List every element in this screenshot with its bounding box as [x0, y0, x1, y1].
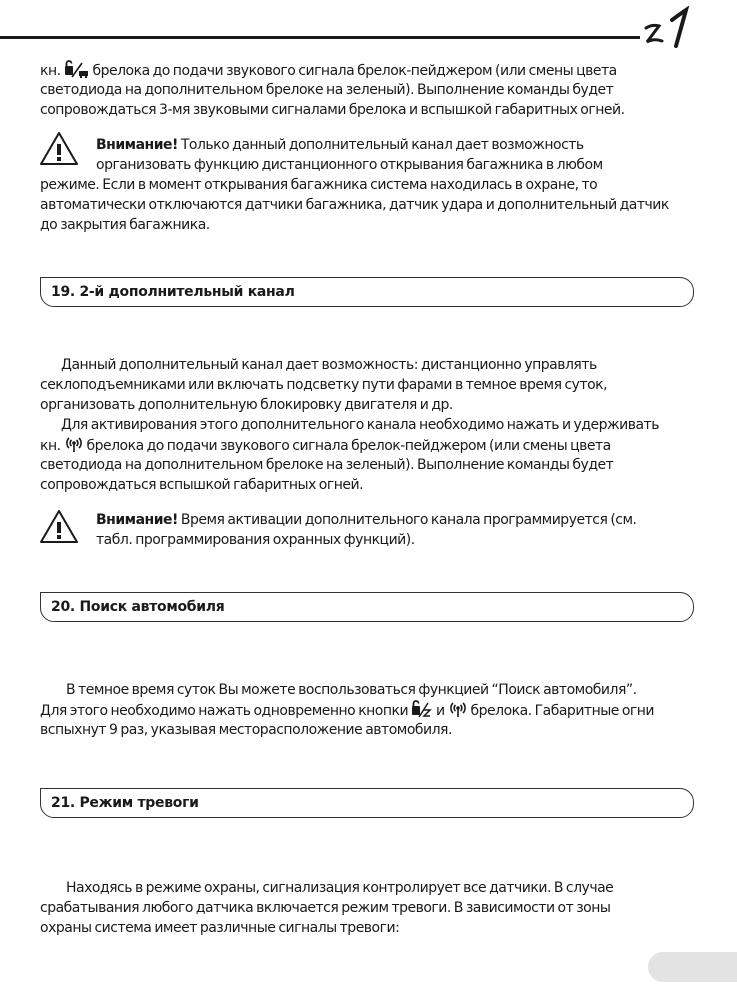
- section-19-line-1: Данный дополнительный канал дает возможность: дистанционно управлять: [61, 357, 597, 373]
- brand-logo: [642, 6, 702, 50]
- warning-2-title: Внимание!: [96, 512, 178, 528]
- warning-1-line-2: организовать функцию дистанционного открывания багажника в любом: [96, 157, 603, 173]
- warning-2-line-2: табл. программирования охранных функций).: [96, 532, 415, 548]
- section-19-line-5: кн. брелока до подачи звукового сигнала брелок-пейджером (или смены цвета: [40, 435, 659, 455]
- lock-trunk-icon: [64, 60, 90, 78]
- section-20-line-1: В темное время суток Вы можете воспользоваться функцией “Поиск автомобиля”.: [66, 682, 637, 698]
- header-rule: [0, 36, 640, 39]
- section-20-heading: 20. Поиск автомобиля: [40, 592, 694, 622]
- section-19-line-7: сопровождаться вспышкой габаритных огней.: [40, 477, 364, 493]
- section-21-line-3: охраны система имеет различные сигналы тревоги:: [40, 920, 400, 936]
- section-19-line-4: Для активирования этого дополнительного канала необходимо нажать и удерживать: [61, 417, 659, 433]
- section-20-line-2: Для этого необходимо нажать одновременно кнопки и брелока. Габаритные огни: [40, 700, 654, 720]
- lock-zz-icon: [411, 700, 433, 718]
- section-21-heading: 21. Режим тревоги: [40, 788, 694, 818]
- warning-1-line-4: автоматически отключаются датчики багажника, датчик удара и дополнительный датчик: [40, 197, 669, 213]
- intro-line-3: сопровождаться 3-мя звуковыми сигналами брелока и вспышкой габаритных огней.: [40, 102, 625, 118]
- antenna-signal-icon: [448, 700, 468, 718]
- section-21-body: [40, 878, 613, 938]
- section-19-line-2: секлоподъемниками или включать подсветку пути фарами в темное время суток,: [40, 377, 608, 393]
- warning-1: [40, 135, 669, 235]
- warning-2: [40, 510, 637, 550]
- intro-line-2: светодиода на дополнительном брелоке на зеленый). Выполнение команды будет: [40, 82, 614, 98]
- section-19-heading: 19. 2-й дополнительный канал: [40, 277, 694, 307]
- page-number-tab: [648, 952, 737, 982]
- antenna-signal-icon: [64, 435, 84, 453]
- warning-1-line-1: Внимание! Только данный дополнительный канал дает возможность: [96, 137, 584, 153]
- section-19-line-6: светодиода на дополнительном брелоке на зеленый). Выполнение команды будет: [40, 457, 614, 473]
- section-20-body: [40, 680, 654, 740]
- section-21-line-1: Находясь в режиме охраны, сигнализация контролирует все датчики. В случае: [66, 880, 614, 896]
- warning-2-line-1: Внимание! Время активации дополнительного канала программируется (см.: [96, 512, 637, 528]
- section-19-body: [40, 355, 659, 495]
- warning-1-line-3: режиме. Если в момент открывания багажника система находилась в охране, то: [40, 177, 598, 193]
- intro-paragraph: [40, 60, 625, 120]
- section-20-line-3: вспыхнут 9 раз, указывая месторасположение автомобиля.: [40, 722, 452, 738]
- intro-line-1: кн. брелока до подачи звукового сигнала брелок-пейджером (или смены цвета: [40, 60, 625, 80]
- logo-text: z1: [642, 6, 644, 7]
- warning-1-line-5: до закрытия багажника.: [40, 217, 210, 233]
- section-21-line-2: срабатывания любого датчика включается режим тревоги. В зависимости от зоны: [40, 900, 611, 916]
- section-19-line-3: организовать дополнительную блокировку двигателя и др.: [40, 397, 453, 413]
- warning-1-title: Внимание!: [96, 137, 178, 153]
